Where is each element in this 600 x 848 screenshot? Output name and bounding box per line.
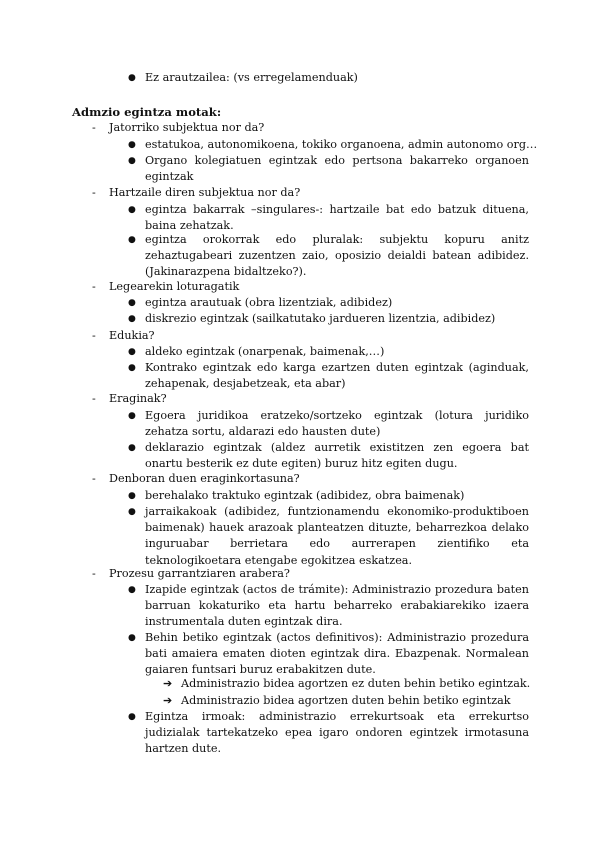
- list-item: Egintza irmoak: administrazio errekurtsoak eta errekurtso judizialak tartekatzeko epea igaro ondoren egintzek irmotasuna hartzen dute.: [145, 710, 529, 756]
- bullet-icon: ●: [128, 205, 136, 215]
- list-item: Behin betiko egintzak (actos definitivos): Administrazio prozedura bati amaiera ematen dioten egintzak dira. Ebazpenak. Normalean gaiaren funtsari buruz erabakitzen dute.: [145, 631, 529, 677]
- dash-icon: -: [92, 186, 96, 199]
- bullet-icon: ●: [128, 156, 136, 166]
- section-title: Edukia?: [109, 329, 155, 342]
- bullet-icon: ●: [128, 298, 136, 308]
- dash-icon: -: [92, 280, 96, 293]
- bullet-icon: ●: [128, 73, 136, 83]
- section-heading: Admzio egintza motak:: [72, 105, 222, 119]
- list-item: berehalako traktuko egintzak (adibidez, obra baimenak): [145, 489, 465, 502]
- list-item: egintza bakarrak –singulares-: hartzaile bat edo batzuk dituena, baina zehatzak.: [145, 203, 529, 233]
- list-item: jarraikakoak (adibidez, funtzionamendu ekonomiko-produktiboen baimenak) hauek arazoak planteatzen dituzte, beharrezkoa delako inguruabar berrietara edo aurrerapen zientifiko eta teknologikoetara etengabe egokitzea eskatzea.: [145, 505, 529, 567]
- list-item: aldeko egintzak (onarpenak, baimenak,…): [145, 345, 385, 358]
- intro-bullet-text: Ez arautzailea: (vs erregelamenduak): [145, 71, 358, 84]
- bullet-icon: ●: [128, 314, 136, 324]
- bullet-icon: ●: [128, 347, 136, 357]
- list-item: egintza orokorrak edo pluralak: subjektu kopuru anitz zehaztugabeari zuzentzen zaio, oposizio deialdi batean adibidez. (Jakinarazpena bidaltzeko?).: [145, 233, 529, 279]
- list-item: Izapide egintzak (actos de trámite): Administrazio prozedura baten barruan kokaturiko eta hartu beharreko erabakiarekiko izaera instrumentala duten egintzak dira.: [145, 583, 529, 629]
- bullet-icon: ●: [128, 585, 136, 595]
- list-item: egintza arautuak (obra lizentziak, adibidez): [145, 296, 393, 309]
- bullet-icon: ●: [128, 507, 136, 517]
- list-item: Organo kolegiatuen egintzak edo pertsona bakarreko organoen egintzak: [145, 154, 529, 184]
- list-item: deklarazio egintzak (aldez aurretik existitzen zen egoera bat onartu besterik ez dute egiten) buruz hitz egiten dugu.: [145, 441, 529, 471]
- dash-icon: -: [92, 392, 96, 405]
- bullet-icon: ●: [128, 443, 136, 453]
- section-title: Denboran duen eraginkortasuna?: [109, 472, 300, 485]
- sub-list-item: Administrazio bidea agortzen duten behin betiko egintzak: [181, 694, 511, 707]
- bullet-icon: ●: [128, 235, 136, 245]
- section-title: Eraginak?: [109, 392, 167, 405]
- arrow-icon: ➔: [163, 694, 173, 707]
- bullet-icon: ●: [128, 491, 136, 501]
- dash-icon: -: [92, 329, 96, 342]
- list-item: Egoera juridikoa eratzeko/sortzeko egintzak (lotura juridiko zehatza sortu, aldarazi edo hausten dute): [145, 409, 529, 439]
- bullet-icon: ●: [128, 633, 136, 643]
- section-title: Prozesu garrantziaren arabera?: [109, 567, 290, 580]
- list-item: estatukoa, autonomikoena, tokiko organoena, admin autonomo org…: [145, 138, 538, 151]
- arrow-icon: ➔: [163, 677, 173, 690]
- bullet-icon: ●: [128, 411, 136, 421]
- dash-icon: -: [92, 121, 96, 134]
- dash-icon: -: [92, 472, 96, 485]
- section-title: Hartzaile diren subjektua nor da?: [109, 186, 301, 199]
- bullet-icon: ●: [128, 140, 136, 150]
- bullet-icon: ●: [128, 363, 136, 373]
- bullet-icon: ●: [128, 712, 136, 722]
- list-item: Kontrako egintzak edo karga ezartzen duten egintzak (aginduak, zehapenak, desjabetzeak, eta abar): [145, 361, 529, 391]
- dash-icon: -: [92, 567, 96, 580]
- list-item: diskrezio egintzak (sailkatutako jardueren lizentzia, adibidez): [145, 312, 496, 325]
- section-title: Jatorriko subjektua nor da?: [109, 121, 265, 134]
- sub-list-item: Administrazio bidea agortzen ez duten behin betiko egintzak.: [181, 677, 531, 690]
- section-title: Legearekin loturagatik: [109, 280, 240, 293]
